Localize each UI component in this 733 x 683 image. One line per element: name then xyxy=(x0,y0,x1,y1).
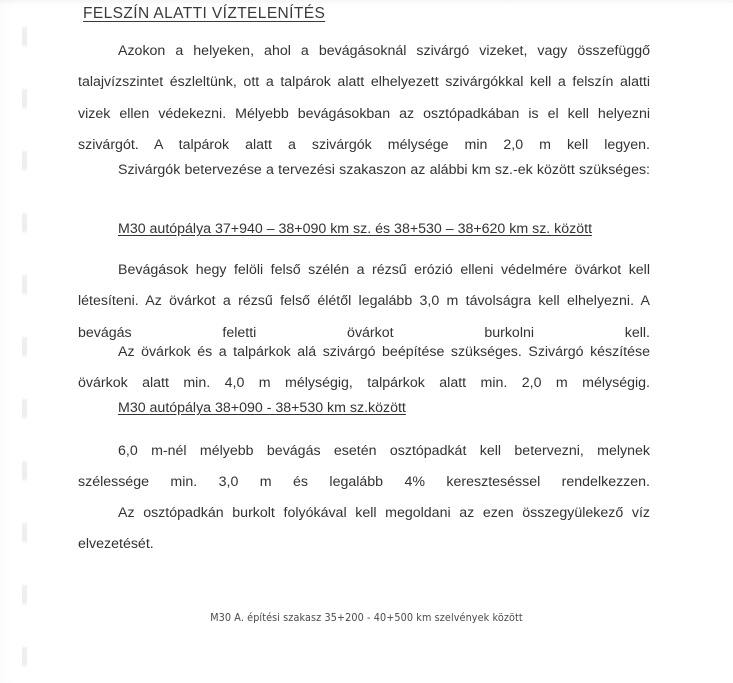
subheading-section-2: M30 autópálya 38+090 - 38+530 km sz.között xyxy=(118,400,406,416)
page-footer: M30 A. építési szakasz 35+200 - 40+500 km szelvények között xyxy=(210,612,523,624)
paragraph-berm-requirements: 6,0 m-nél mélyebb bevágás esetén osztópadkát kell betervezni, melynek szélessége min. 3,0 m és legalább 4% kereszteséssel rendelkezzen. xyxy=(78,443,650,491)
paragraph-berm-drainage: Az osztópadkán burkolt folyókával kell megoldani az ezen összegyülekező víz elvezetését. xyxy=(78,505,650,553)
scan-edge-top xyxy=(0,0,733,3)
paragraph-drain-depths: Az övárkok és a talpárkok alá szivárgó beépítése szükséges. Szivárgó készítése övárkok alatt min. 4,0 m mélységig, talpárkok alatt min. 2,0 m mélységig. xyxy=(78,344,650,392)
paragraph-cut-slope-ditch: Bevágások hegy felöli felső szélén a rézsű erózió elleni védelmére övárkot kell létesíteni. Az övárkot a rézsű felső élétől legalább 3,0 m távolságra kell elhelyezni. A bevágás feletti övárkot burkolni kell. xyxy=(78,262,650,341)
scan-edge-left xyxy=(22,0,27,683)
page-title: FELSZÍN ALATTI VÍZTELENÍTÉS xyxy=(83,5,326,22)
paragraph-drain-planning: Szivárgók betervezése a tervezési szakaszon az alábbi km sz.-ek között szükséges: xyxy=(118,162,650,178)
subheading-section-1: M30 autópálya 37+940 – 38+090 km sz. és 38+530 – 38+620 km sz. között xyxy=(118,221,593,237)
paragraph-intro: Azokon a helyeken, ahol a bevágásoknál szivárgó vizeket, vagy összefüggő talajvízszintet észleltünk, ott a talpárok alatt elhelyezett szivárgókkal kell a felszín alatti vizek ellen védekezni. Mélyebb bevágásokban az osztópadkában is el kell helyezni szivárgót. A talpárok alatt a szivárgók mélysége min 2,0 m kell legyen. xyxy=(78,43,650,153)
